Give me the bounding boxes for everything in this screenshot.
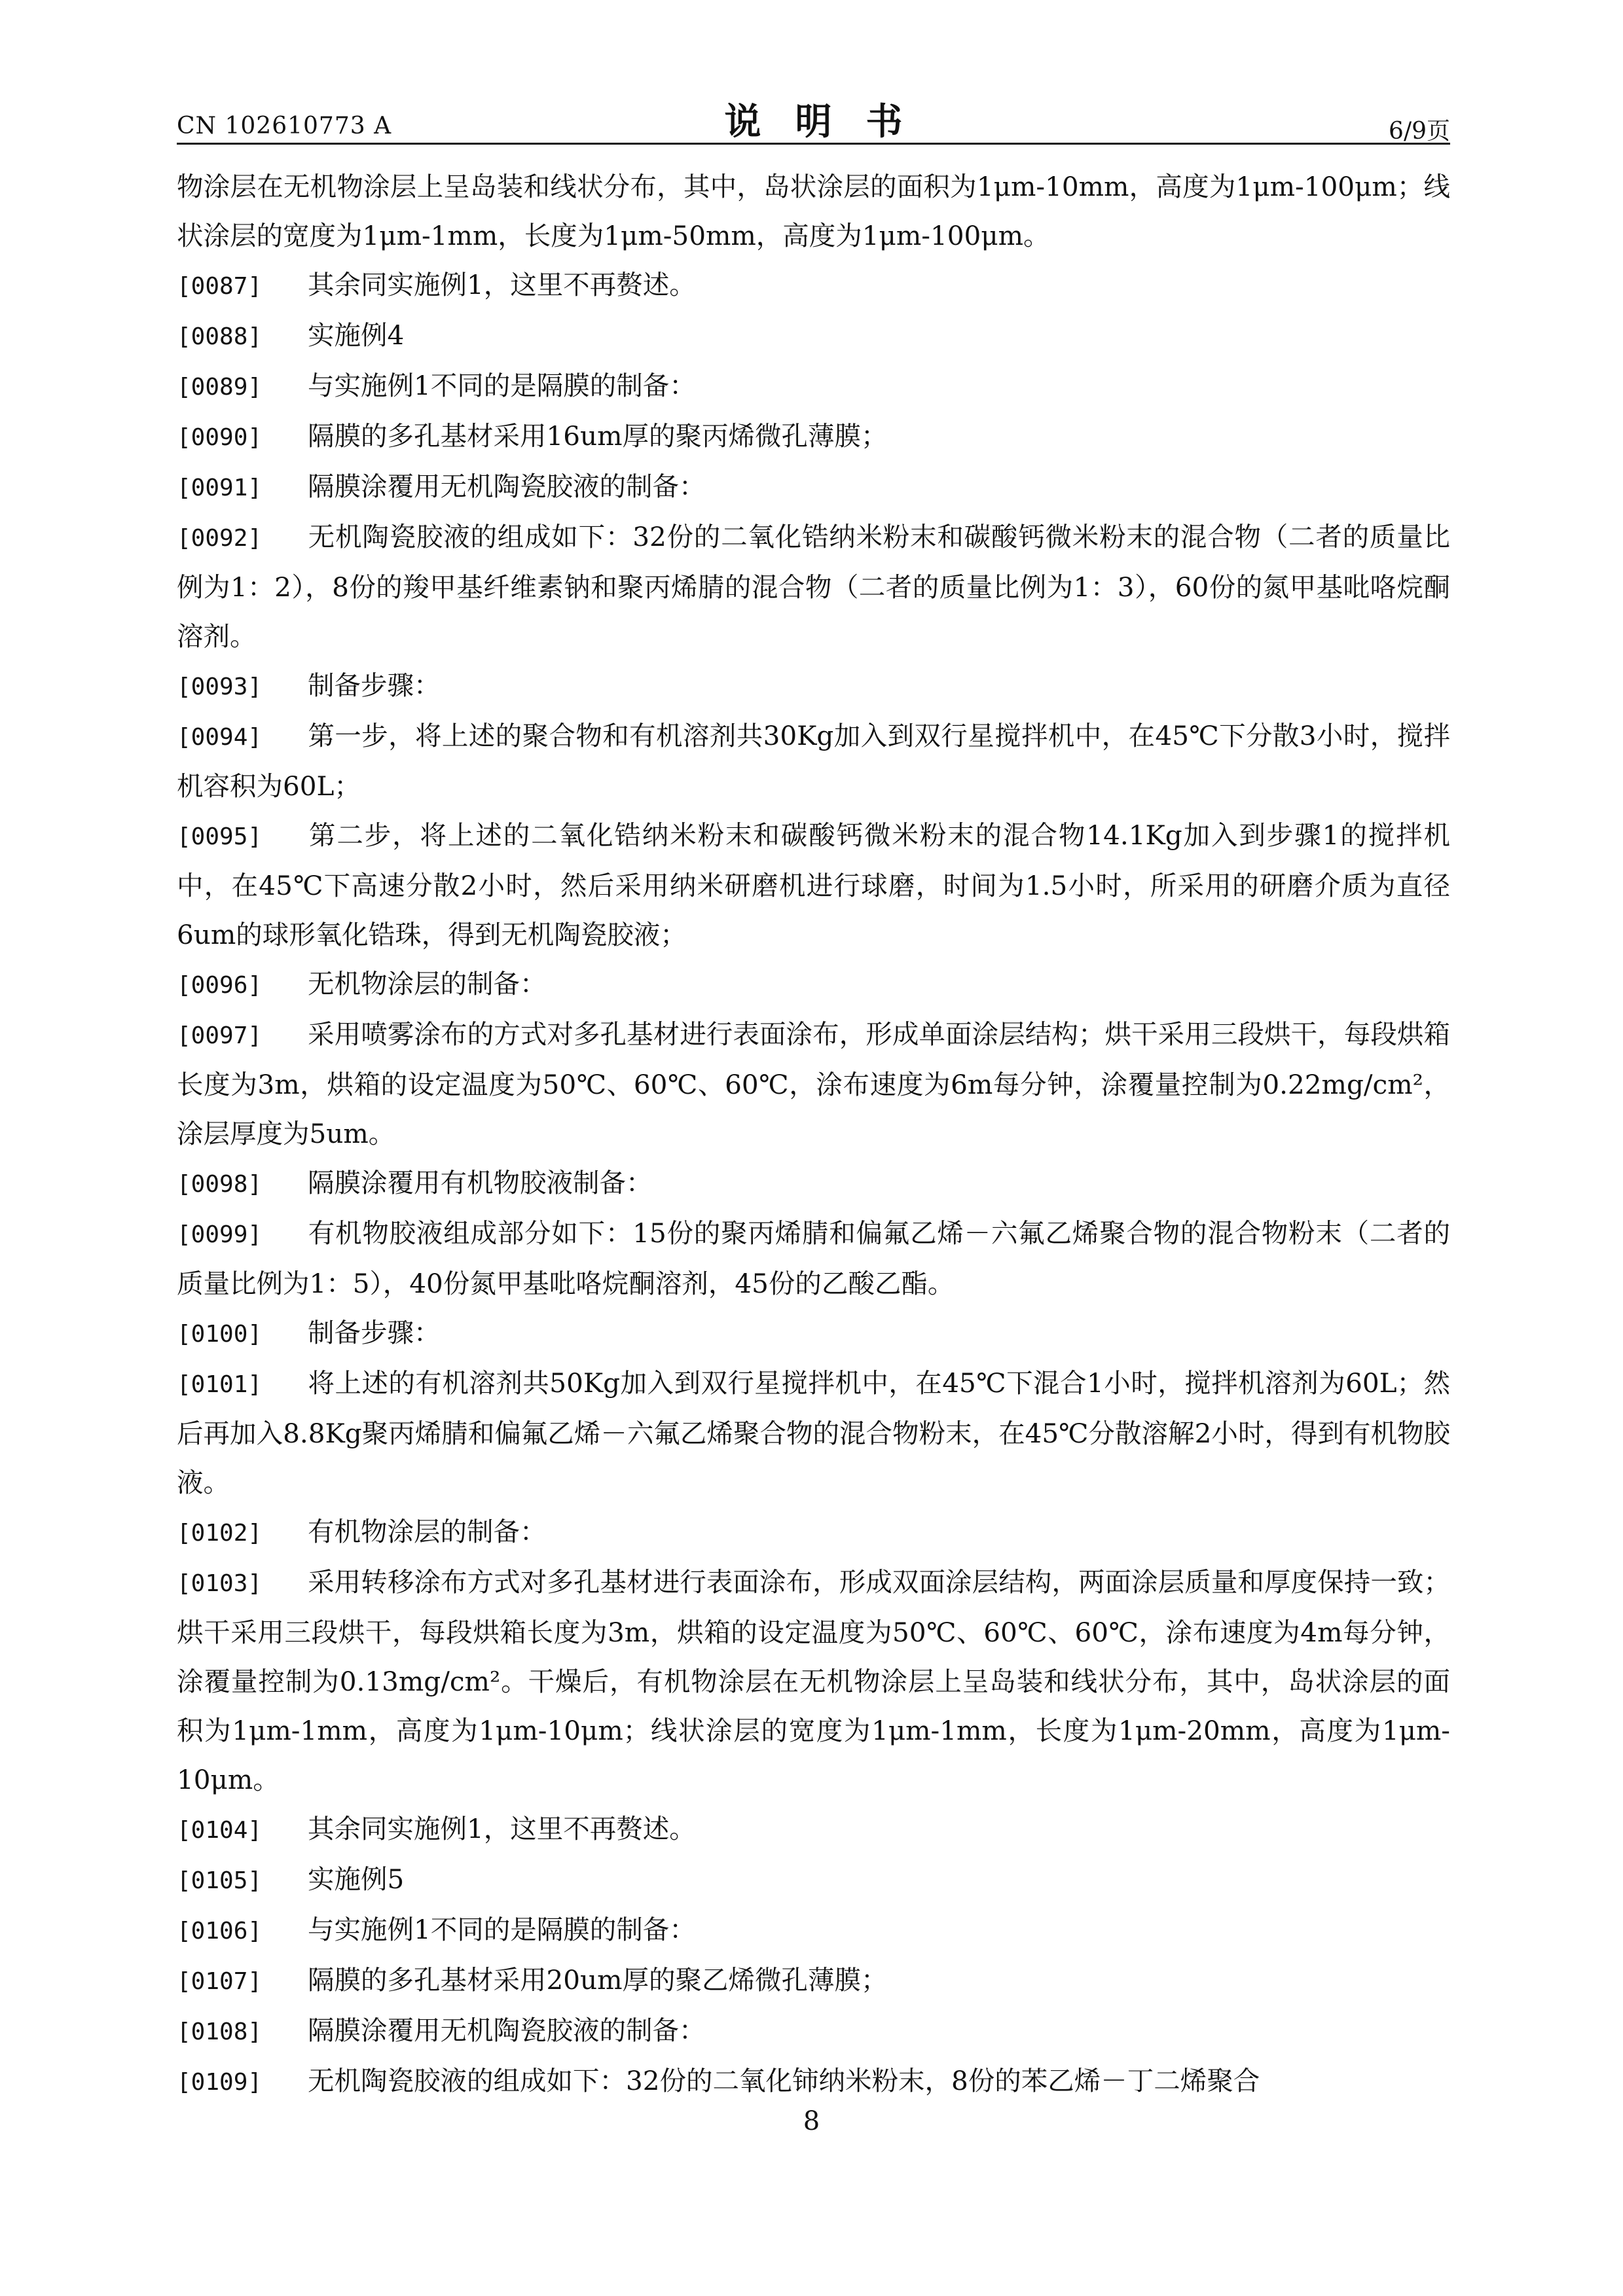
page-number: 8: [803, 2106, 820, 2136]
paragraph-text: 物涂层在无机物涂层上呈岛装和线状分布，其中，岛状涂层的面积为1μm-10mm，高度为1μm-100μm；线状涂层的宽度为1μm-1mm，长度为1μm-50mm，高度为1μm-100μm。: [177, 171, 1450, 251]
paragraph-number: [0106]: [177, 1918, 263, 1945]
paragraph-text: 与实施例1不同的是隔膜的制备：: [308, 1914, 696, 1945]
paragraph: [177, 1855, 1450, 1905]
paragraph: [177, 661, 1450, 711]
paragraph-text: 无机陶瓷胶液的组成如下：32份的二氧化锆纳米粉末和碳酸钙微米粉末的混合物（二者的质量比例为1：2），8份的羧甲基纤维素钠和聚丙烯腈的混合物（二者的质量比例为1：3），60份的氮甲基吡咯烷酮溶剂。: [177, 521, 1450, 652]
paragraph-number: [0092]: [177, 525, 263, 552]
paragraph-number: [0104]: [177, 1817, 263, 1844]
header-divider: [177, 143, 1450, 145]
paragraph: [177, 1905, 1450, 1956]
paragraph-text: 采用转移涂布方式对多孔基材进行表面涂布，形成双面涂层结构，两面涂层质量和厚度保持一致；烘干采用三段烘干，每段烘箱长度为3m，烘箱的设定温度为50℃、60℃、60℃，涂布速度为4m每分钟，涂覆量控制为0.13mg/cm²。干燥后，有机物涂层在无机物涂层上呈岛装和线状分布，其中，岛状涂层的面积为1μm-1mm，高度为1μm-10μm；线状涂层的宽度为1μm-1mm，长度为1μm-20mm，高度为1μm-10μm。: [177, 1566, 1450, 1795]
paragraph: [177, 1308, 1450, 1359]
paragraph-number: [0101]: [177, 1371, 263, 1398]
paragraph: [177, 1209, 1450, 1308]
paragraph-number: [0108]: [177, 2018, 263, 2045]
document-body: [177, 162, 1450, 2107]
paragraph-text: 制备步骤：: [308, 1317, 441, 1348]
paragraph-text: 其余同实施例1，这里不再赘述。: [308, 269, 696, 300]
page-indicator: 6/9页: [1389, 118, 1450, 145]
paragraph-text: 有机物涂层的制备：: [308, 1516, 547, 1547]
paragraph-text: 制备步骤：: [308, 670, 441, 701]
paragraph: [177, 311, 1450, 361]
paragraph: [177, 960, 1450, 1010]
paragraph-text: 隔膜的多孔基材采用20um厚的聚乙烯微孔薄膜；: [308, 1964, 888, 1996]
paragraph-text: 实施例5: [308, 1863, 405, 1895]
paragraph-number: [0090]: [177, 424, 263, 451]
paragraph-number: [0088]: [177, 323, 263, 350]
paragraph-text: 将上述的有机溶剂共50Kg加入到双行星搅拌机中，在45℃下混合1小时，搅拌机溶剂为60L；然后再加入8.8Kg聚丙烯腈和偏氟乙烯－六氟乙烯聚合物的混合物粉末，在45℃分散溶解2小时，得到有机物胶液。: [177, 1367, 1450, 1498]
paragraph-text: 第一步，将上述的聚合物和有机溶剂共30Kg加入到双行星搅拌机中，在45℃下分散3小时，搅拌机容积为60L；: [177, 720, 1450, 802]
paragraph-number: [0087]: [177, 273, 263, 300]
paragraph-text: 与实施例1不同的是隔膜的制备：: [308, 370, 696, 401]
paragraph: [177, 1158, 1450, 1209]
paragraph: [177, 260, 1450, 311]
paragraph-number: [0091]: [177, 475, 263, 501]
paragraph: [177, 711, 1450, 811]
patent-number: CN 102610773 A: [177, 113, 392, 139]
paragraph: [177, 811, 1450, 960]
paragraph-text: 其余同实施例1，这里不再赘述。: [308, 1813, 696, 1844]
paragraph-number: [0105]: [177, 1867, 263, 1894]
paragraph-text: 隔膜涂覆用无机陶瓷胶液的制备：: [308, 2015, 706, 2046]
paragraph: [177, 1956, 1450, 2006]
paragraph-text: 第二步，将上述的二氧化锆纳米粉末和碳酸钙微米粉末的混合物14.1Kg加入到步骤1的搅拌机中，在45℃下高速分散2小时，然后采用纳米研磨机进行球磨，时间为1.5小时，所采用的研磨介质为直径6um的球形氧化锆珠，得到无机陶瓷胶液；: [177, 819, 1450, 950]
paragraph: [177, 2056, 1450, 2107]
paragraph: [177, 512, 1450, 661]
paragraph-number: [0100]: [177, 1321, 263, 1348]
paragraph-number: [0089]: [177, 374, 263, 401]
paragraph-number: [0096]: [177, 972, 263, 999]
paragraph-number: [0098]: [177, 1171, 263, 1198]
paragraph: [177, 462, 1450, 512]
paragraph-number: [0099]: [177, 1221, 263, 1248]
paragraph: [177, 162, 1450, 260]
paragraph-number: [0093]: [177, 673, 263, 700]
paragraph-text: 隔膜涂覆用无机陶瓷胶液的制备：: [308, 471, 706, 502]
paragraph-text: 隔膜的多孔基材采用16um厚的聚丙烯微孔薄膜；: [308, 420, 888, 452]
paragraph-number: [0103]: [177, 1570, 263, 1597]
paragraph-text: 无机陶瓷胶液的组成如下：32份的二氧化铈纳米粉末，8份的苯乙烯－丁二烯聚合: [308, 2065, 1260, 2096]
paragraph-text: 有机物胶液组成部分如下：15份的聚丙烯腈和偏氟乙烯－六氟乙烯聚合物的混合物粉末（二者的质量比例为1：5），40份氮甲基吡咯烷酮溶剂，45份的乙酸乙酯。: [177, 1217, 1450, 1299]
paragraph-number: [0094]: [177, 724, 263, 751]
paragraph-number: [0107]: [177, 1968, 263, 1995]
paragraph: [177, 1010, 1450, 1158]
paragraph: [177, 1558, 1450, 1804]
paragraph-text: 采用喷雾涂布的方式对多孔基材进行表面涂布，形成单面涂层结构；烘干采用三段烘干，每段烘箱长度为3m，烘箱的设定温度为50℃、60℃、60℃，涂布速度为6m每分钟，涂覆量控制为0.22mg/cm²，涂层厚度为5um。: [177, 1018, 1450, 1149]
paragraph: [177, 1359, 1450, 1507]
paragraph: [177, 2006, 1450, 2056]
paragraph-text: 隔膜涂覆用有机物胶液制备：: [308, 1167, 653, 1198]
paragraph-text: 无机物涂层的制备：: [308, 968, 547, 999]
paragraph-text: 实施例4: [308, 319, 405, 351]
paragraph-number: [0095]: [177, 823, 263, 850]
paragraph: [177, 361, 1450, 412]
paragraph: [177, 412, 1450, 462]
paragraph: [177, 1804, 1450, 1855]
paragraph-number: [0102]: [177, 1520, 263, 1547]
paragraph-number: [0109]: [177, 2069, 263, 2096]
document-title: 说明书: [724, 100, 937, 143]
page-header: [177, 90, 1450, 143]
paragraph-number: [0097]: [177, 1022, 263, 1049]
paragraph: [177, 1507, 1450, 1558]
